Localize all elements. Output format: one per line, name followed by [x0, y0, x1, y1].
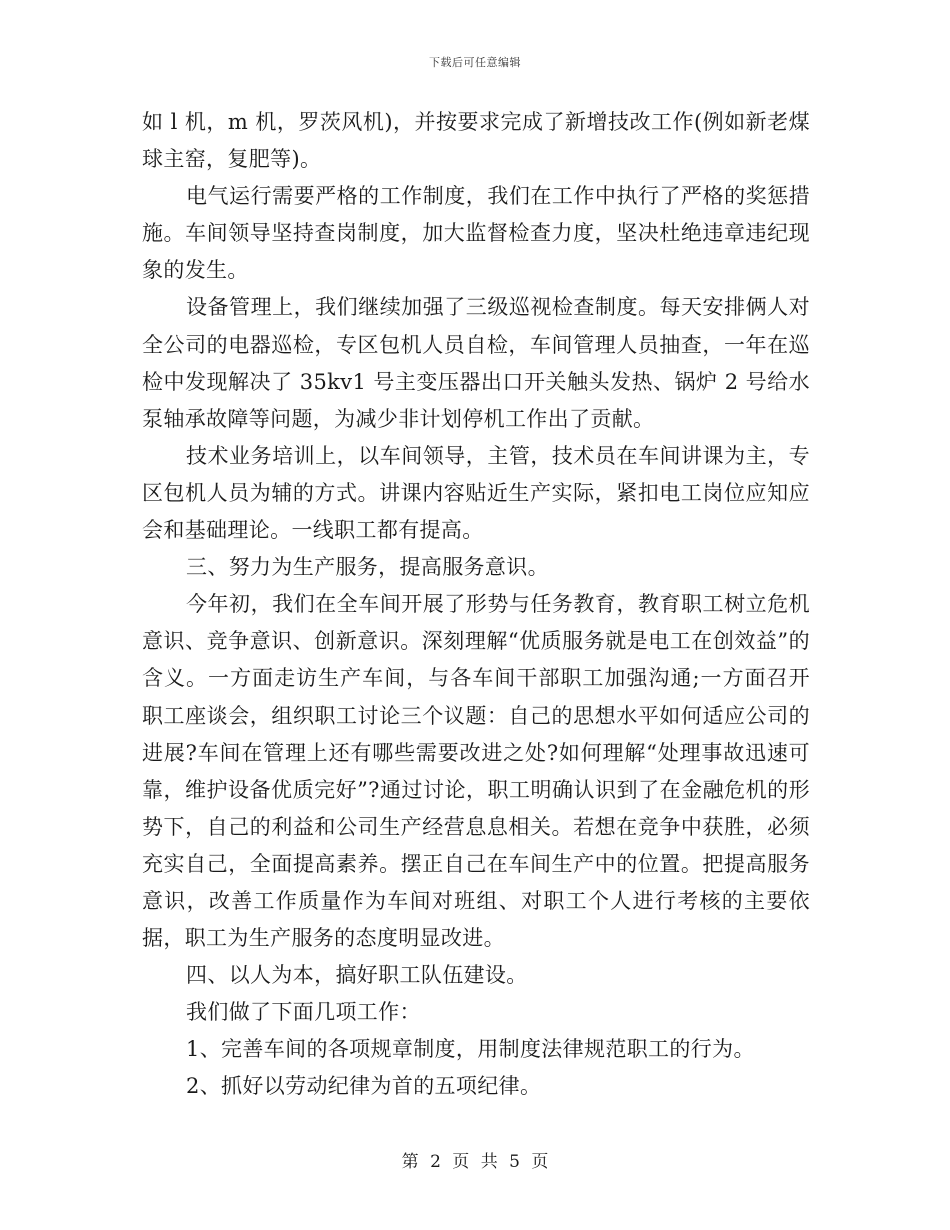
paragraph-2: 电气运行需要严格的工作制度，我们在工作中执行了严格的奖惩措施。车间领导坚持查岗制度，加大监督检查力度，坚决杜绝违章违纪现象的发生。: [142, 184, 810, 283]
paragraph-3: 设备管理上，我们继续加强了三级巡视检查制度。每天安排俩人对全公司的电器巡检，专区包机人员自检，车间管理人员抽查，一年在巡检中发现解决了 35kv1 号主变压器出口开关触头发热、锅炉 2 号给水泵轴承故障等问题，为减少非计划停机工作出了贡献。: [142, 295, 810, 431]
list-item-1: 1、完善车间的各项规章制度，用制度法律规范职工的行为。: [186, 1037, 755, 1062]
paragraph-5: 今年初，我们在全车间开展了形势与任务教育，教育职工树立危机意识、竞争意识、创新意识。深刻理解“优质服务就是电工在创效益”的含义。一方面走访生产车间，与各车间干部职工加强沟通;一方面召开职工座谈会，组织职工讨论三个议题：自己的思想水平如何适应公司的进展?车间在管理上还有哪些需要改进之处?如何理解“处理事故迅速可靠，维护设备优质完好”?通过讨论，职工明确认识到了在金融危机的形势下，自己的利益和公司生产经营息息相关。若想在竞争中获胜，必须充实自己，全面提高素养。摆正自己在车间生产中的位置。把提高服务意识，改善工作质量作为车间对班组、对职工个人进行考核的主要依据，职工为生产服务的态度明显改进。: [142, 592, 810, 951]
section-heading-4: 四、以人为本，搞好职工队伍建设。: [186, 963, 528, 988]
page-header: 下载后可任意编辑: [429, 56, 521, 69]
document-body: [142, 104, 810, 1106]
section-heading-3: 三、努力为生产服务，提高服务意识。: [186, 555, 549, 580]
paragraph-6: 我们做了下面几项工作：: [186, 1000, 421, 1025]
paragraph-4: 技术业务培训上，以车间领导，主管，技术员在车间讲课为主，专区包机人员为辅的方式。讲课内容贴近生产实际，紧扣电工岗位应知应会和基础理论。一线职工都有提高。: [142, 443, 810, 543]
page-number: 第 2 页 共 5 页: [401, 1152, 549, 1172]
list-item-2: 2、抓好以劳动纪律为首的五项纪律。: [186, 1074, 542, 1099]
paragraph-1: 如 l 机，m 机，罗茨风机)，并按要求完成了新增技改工作(例如新老煤球主窑，复肥等)。: [142, 110, 810, 172]
